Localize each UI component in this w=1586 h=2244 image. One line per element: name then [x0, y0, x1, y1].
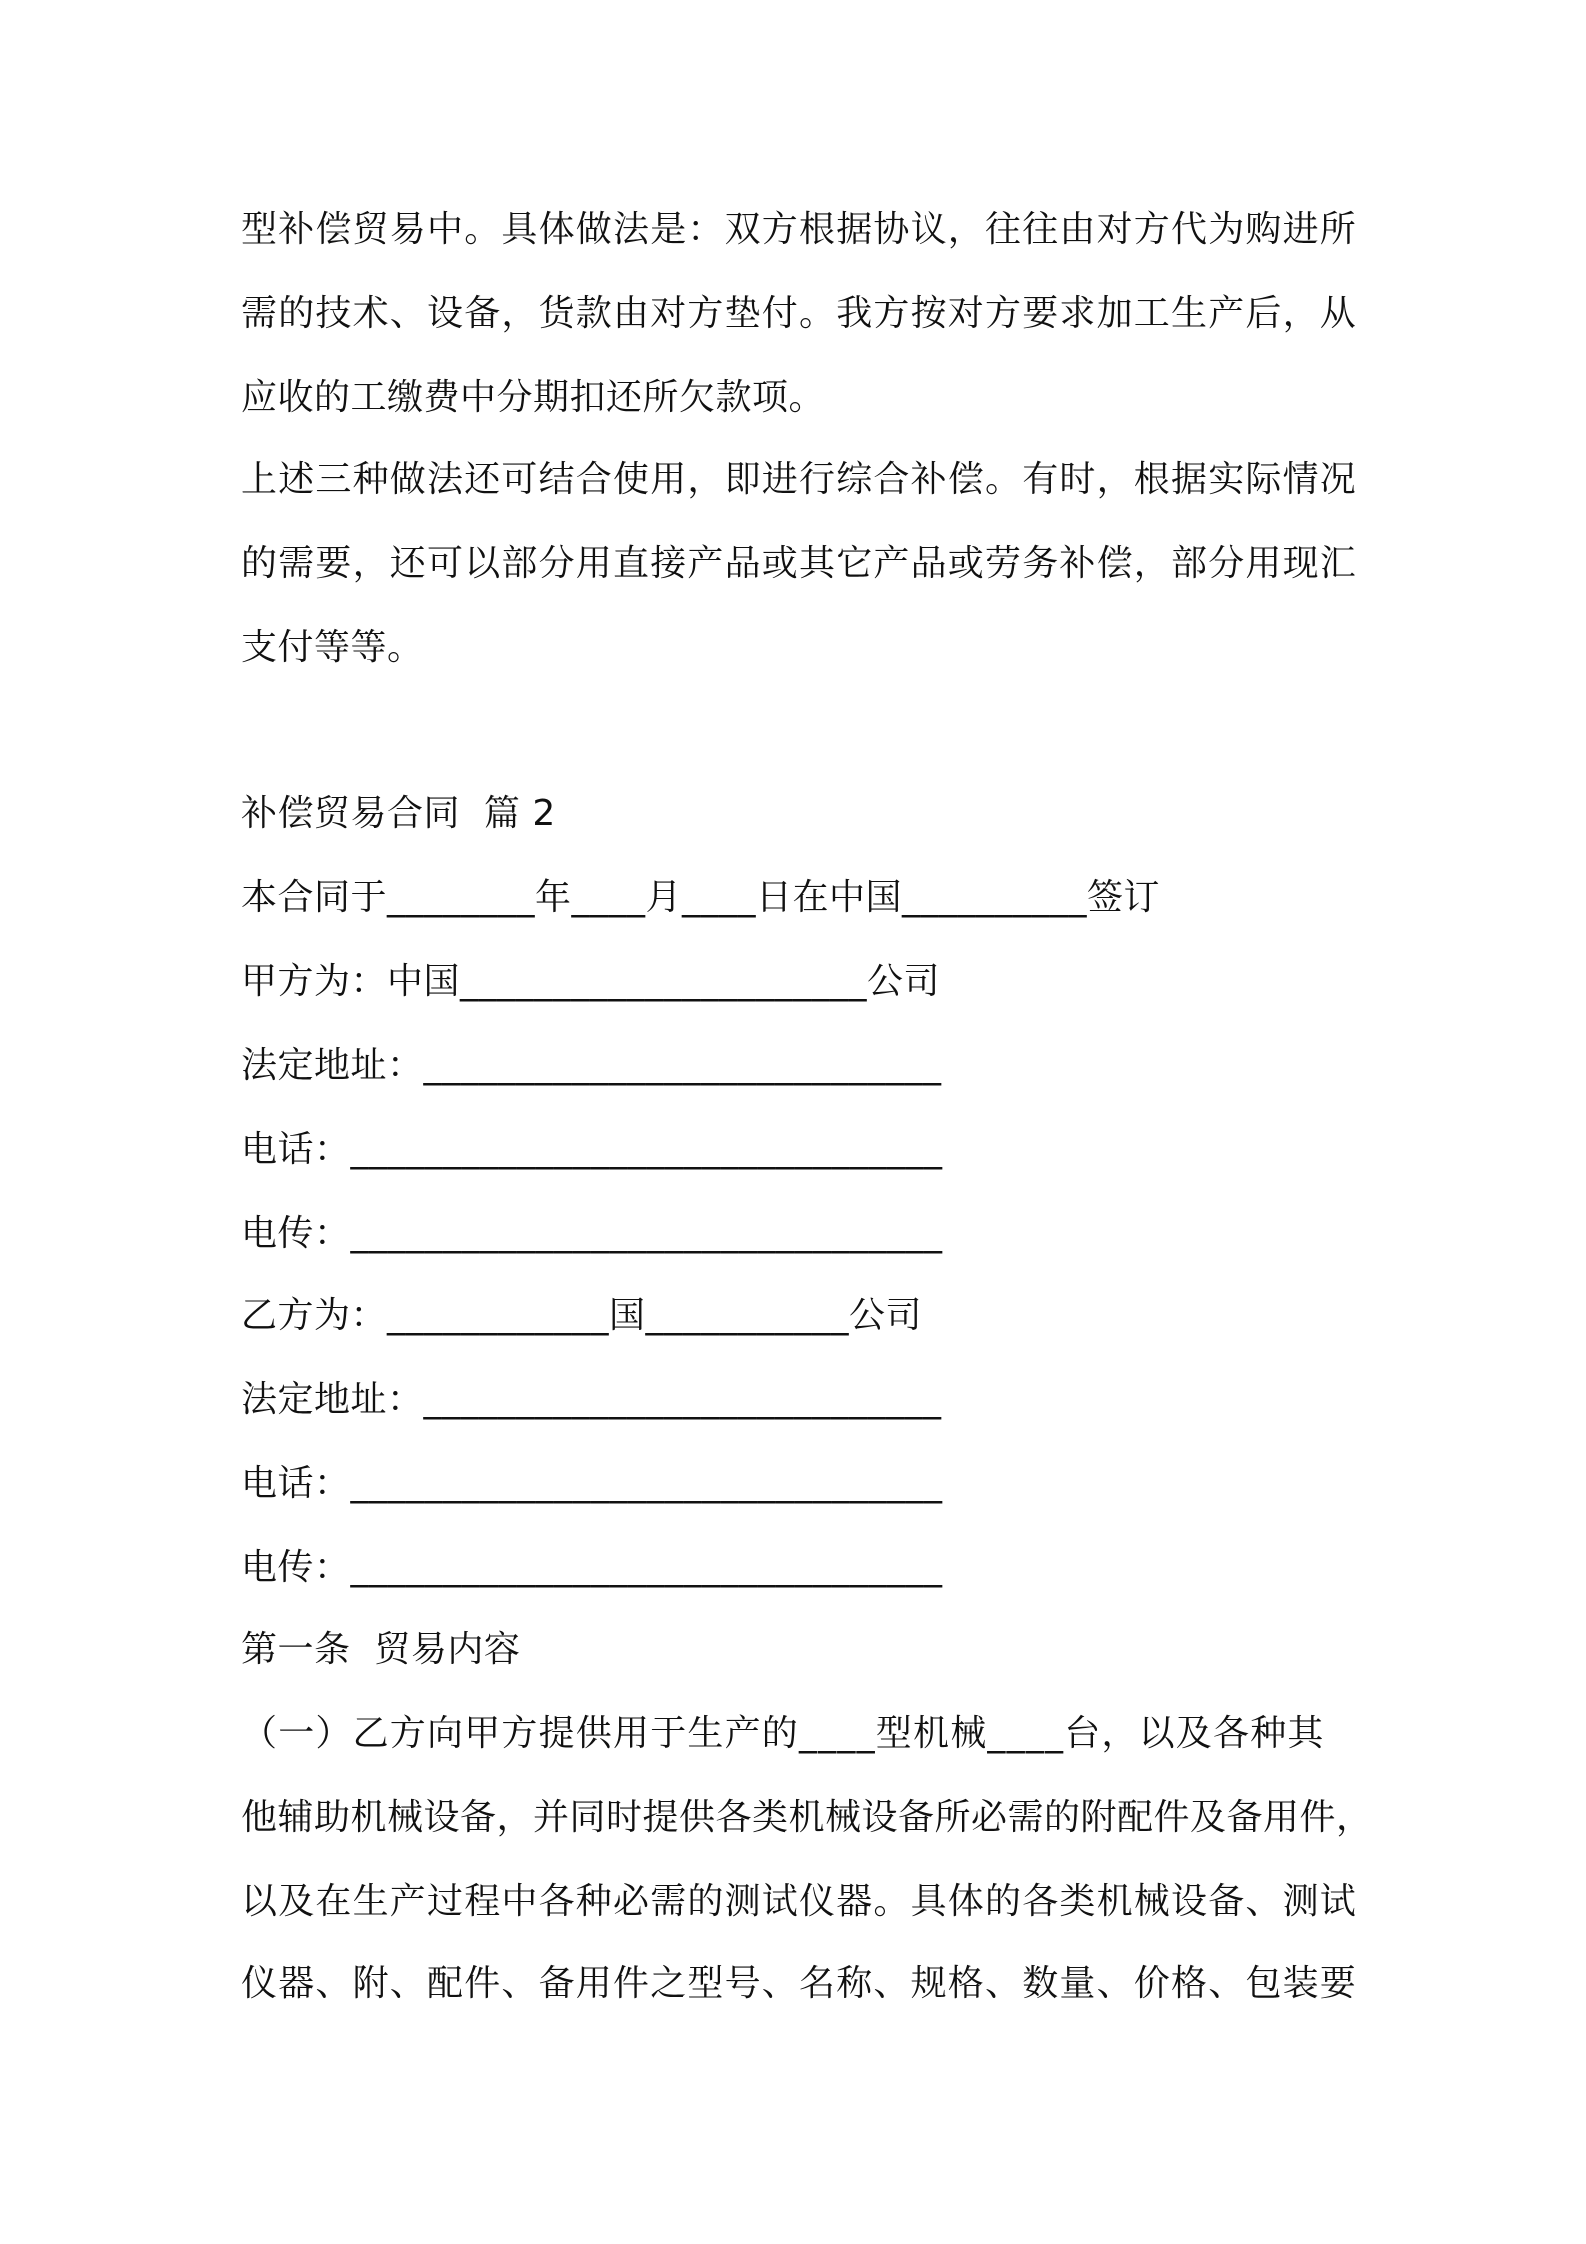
party-a-phone-line: 电话：________________________________	[241, 1129, 943, 1170]
party-a-line: 甲方为：中国______________________公司	[241, 961, 941, 1002]
paragraph-line: 支付等等。	[241, 627, 424, 668]
article-text-line: 以及在生产过程中各种必需的测试仪器。具体的各类机械设备、测试	[241, 1881, 1358, 1922]
party-b-fax-line: 电传：________________________________	[241, 1547, 943, 1588]
party-a-address-line: 法定地址：____________________________	[241, 1045, 942, 1086]
section-title: 补偿贸易合同 篇 2	[241, 793, 556, 834]
article-text-line: （一）乙方向甲方提供用于生产的____型机械____台，以及各种其	[241, 1713, 1325, 1754]
paragraph-line: 上述三种做法还可结合使用，即进行综合补偿。有时，根据实际情况	[241, 459, 1358, 500]
article-heading: 第一条 贸易内容	[241, 1629, 521, 1670]
paragraph-line: 应收的工缴费中分期扣还所欠款项。	[241, 377, 826, 418]
party-b-address-line: 法定地址：____________________________	[241, 1379, 942, 1420]
party-a-fax-line: 电传：________________________________	[241, 1213, 943, 1254]
paragraph-line: 型补偿贸易中。具体做法是：双方根据协议，往往由对方代为购进所	[241, 209, 1358, 250]
paragraph-line: 需的技术、设备，货款由对方垫付。我方按对方要求加工生产后，从	[241, 293, 1358, 334]
party-b-line: 乙方为：____________国___________公司	[241, 1295, 923, 1336]
paragraph-line: 的需要，还可以部分用直接产品或其它产品或劳务补偿，部分用现汇	[241, 543, 1358, 584]
article-text-line: 他辅助机械设备，并同时提供各类机械设备所必需的附配件及备用件，	[241, 1797, 1373, 1838]
party-b-phone-line: 电话：________________________________	[241, 1463, 943, 1504]
article-text-line: 仪器、附、配件、备用件之型号、名称、规格、数量、价格、包装要	[241, 1963, 1358, 2004]
contract-date-line: 本合同于________年____月____日在中国__________签订	[241, 877, 1161, 918]
